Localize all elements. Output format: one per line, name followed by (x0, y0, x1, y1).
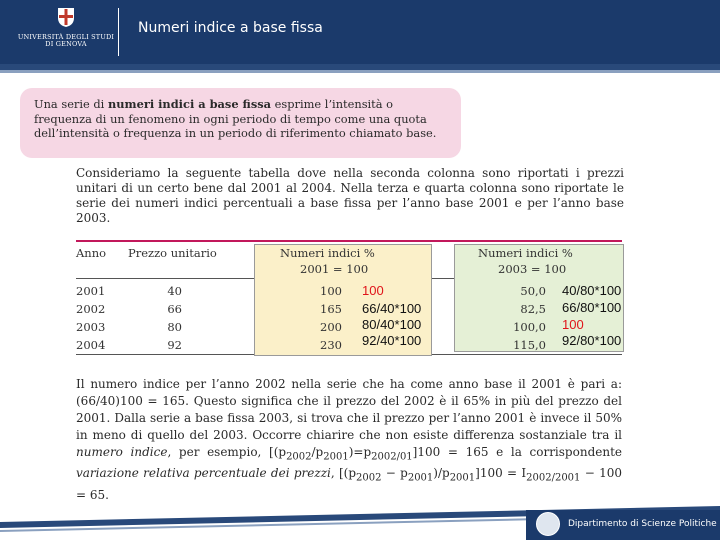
formula-part: )/p (433, 466, 450, 481)
cell-anno: 2004 (76, 338, 106, 352)
overlay-formula-2003: 40/80*100 (562, 283, 622, 298)
col-header-ni2001-line1: Numeri indici % (280, 246, 375, 260)
cell-prezzo: 92 (167, 338, 182, 352)
cell-b2003: 50,0 (520, 284, 546, 298)
overlay-formula-2001: 100 (362, 283, 384, 298)
cell-b2001: 100 (320, 284, 342, 298)
term-numero-indice: numero indice (76, 445, 168, 459)
cell-b2001: 230 (320, 338, 342, 352)
formula-sub: 2001 (407, 472, 434, 484)
paragraph-p2: Dalla serie a base fissa 2003, si trova che il prezzo per l’anno 2001 è invece il 50% in meno di quello del 2003. Occorre chiarire che non esiste differenza sostanziale tra il (76, 411, 622, 442)
cell-anno: 2003 (76, 320, 106, 334)
cell-b2001: 165 (320, 302, 342, 316)
overlay-formula-2001: 66/40*100 (362, 301, 422, 316)
term-variazione: variazione relativa percentuale dei prezzi (76, 466, 331, 481)
overlay-formula-2003: 66/80*100 (562, 300, 622, 315)
header-stripe-thin (0, 70, 720, 73)
cell-anno: 2001 (76, 284, 106, 298)
cell-prezzo: 66 (167, 302, 182, 316)
overlay-formula-2001: 92/40*100 (362, 333, 422, 348)
formula-sub: 2002 (356, 472, 382, 484)
intro-paragraph: Consideriamo la seguente tabella dove nella seconda colonna sono riportati i prezzi unitari di un certo bene dal 2001 al 2004. Nella terza e quarta colonna sono riportate le serie dei numeri indici percentuali a base fissa per l’anno base 2001 e per l’anno base 2003. (76, 166, 624, 225)
header-bar (0, 0, 720, 64)
formula-part: /p (311, 445, 324, 459)
cell-b2003: 115,0 (513, 338, 546, 352)
overlay-formula-2001: 80/40*100 (362, 317, 422, 332)
formula-part: − 100 = 65. (76, 466, 622, 502)
col-header-anno: Anno (76, 246, 107, 260)
formula-sub: 2001 (449, 472, 476, 484)
definition-box (20, 88, 461, 158)
definition-bold-term: numeri indici a base fissa (107, 97, 272, 111)
col-header-ni2003-line1: Numeri indici % (478, 246, 573, 260)
cell-b2003: 82,5 (520, 302, 546, 316)
definition-text-b: esprime l’intensità o frequenza di un fenomeno in ogni periodo di tempo come una quota dell’intensità o frequenza in un periodo di riferimento chiamato base. (34, 97, 437, 140)
formula-sub: 2002/2001 (526, 472, 581, 484)
cell-prezzo: 80 (167, 320, 182, 334)
cell-b2003: 100,0 (513, 320, 546, 334)
explanation-paragraph (76, 376, 622, 504)
paragraph-p1: Il numero indice per l’anno 2002 nella serie che ha come anno base il 2001 è pari a: (66/40)100 = 165. Questo significa che il prezzo del 2002 è il 65% in più del prezzo del 2001. (76, 377, 622, 425)
formula-sub: 2002 (286, 451, 312, 463)
col-header-ni2001-line2: 2001 = 100 (300, 262, 369, 276)
crest-icon (55, 6, 77, 28)
formula-part: )=p (348, 445, 372, 459)
department-seal-icon (536, 512, 560, 536)
formula-part: ]100 = I (475, 466, 527, 481)
formula-part: , per esempio, [(p (167, 445, 287, 459)
table-top-rule (76, 240, 622, 242)
formula-sub: 2001 (323, 451, 349, 463)
definition-text-a: Una serie di (34, 97, 108, 111)
overlay-formula-2003: 100 (562, 317, 584, 332)
university-name-line1: UNIVERSITÀ DEGLI STUDI (17, 33, 115, 41)
overlay-formula-2003: 92/80*100 (562, 333, 622, 348)
col-header-ni2003-line2: 2003 = 100 (498, 262, 567, 276)
col-header-prezzo: Prezzo unitario (128, 246, 217, 260)
cell-b2001: 200 (320, 320, 342, 334)
university-logo (10, 6, 122, 60)
cell-prezzo: 40 (167, 284, 182, 298)
cell-anno: 2002 (76, 302, 106, 316)
slide-title: Numeri indice a base fissa (138, 20, 323, 36)
formula-sub: 2002/01 (371, 451, 413, 463)
formula-part: , [(p (330, 466, 357, 481)
header-divider (118, 8, 119, 56)
department-name: Dipartimento di Scienze Politiche (568, 519, 717, 529)
formula-part: − p (381, 466, 408, 481)
university-name-line2: DI GENOVA (45, 40, 87, 48)
formula-part: ]100 = 165 e la corrispondente (412, 445, 622, 459)
